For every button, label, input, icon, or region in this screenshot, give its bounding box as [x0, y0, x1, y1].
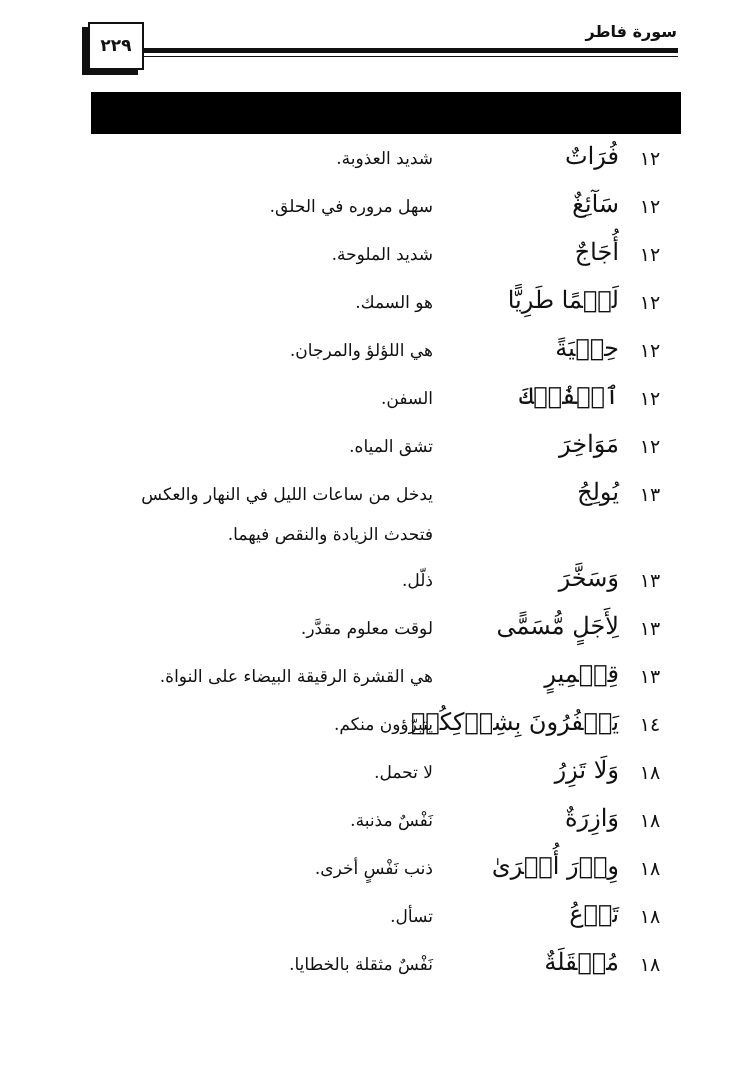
verse-number: ١٢: [639, 340, 661, 362]
quran-word: وِزۡرَ أُخۡرَىٰ: [491, 852, 619, 880]
verse-number: ١٨: [639, 954, 661, 976]
quran-word: يُولِجُ: [577, 478, 619, 506]
header-rule-thin: [144, 56, 678, 57]
word-meaning: تسأل.: [390, 907, 433, 927]
word-meaning: هي اللؤلؤ والمرجان.: [289, 341, 433, 361]
word-meaning: نَفْسٌ مذنبة.: [350, 811, 433, 831]
quran-word: لَحۡمًا طَرِيًّا: [507, 286, 619, 314]
word-meaning: لوقت معلوم مقدَّر.: [300, 619, 433, 639]
verse-number: ١٤: [639, 714, 661, 736]
quran-word: لِأَجَلٍ مُّسَمًّى: [496, 612, 619, 640]
verse-number: ١٢: [639, 388, 661, 410]
verse-number: ١٢: [639, 148, 661, 170]
header-rule-thick: [144, 48, 678, 53]
verse-number: ١٣: [639, 618, 661, 640]
word-meaning: ذنب نَفْسٍ أخرى.: [314, 859, 433, 879]
verse-number: ١٣: [639, 570, 661, 592]
quran-word: حِلۡيَةً: [555, 334, 619, 362]
word-meaning: ذلّل.: [401, 571, 433, 591]
quran-word: مُثۡقَلَةٌ: [544, 948, 619, 976]
verse-number: ١٣: [639, 666, 661, 688]
page-number: ٢٢٩: [88, 22, 144, 70]
section-banner: [91, 92, 681, 134]
verse-number: ١٣: [639, 484, 661, 506]
word-meaning: تشق المياه.: [349, 437, 433, 457]
quran-word: مَوَاخِرَ: [559, 430, 619, 458]
quran-word: ٱلۡفُلۡكَ: [519, 382, 619, 410]
word-meaning: نَفْسٌ مثقلة بالخطايا.: [289, 955, 433, 975]
verse-number: ١٨: [639, 810, 661, 832]
word-meaning: فتحدث الزيادة والنقص فيهما.: [227, 525, 433, 545]
word-meaning: لا تحمل.: [374, 763, 433, 783]
quran-word: تَدۡعُ: [569, 900, 619, 928]
verse-number: ١٢: [639, 436, 661, 458]
surah-title: سورة فاطر: [585, 22, 677, 41]
quran-word: وَسَخَّرَ: [558, 564, 619, 592]
verse-number: ١٢: [639, 292, 661, 314]
verse-number: ١٨: [639, 762, 661, 784]
quran-word: سَآئِغٌ: [572, 190, 619, 218]
word-meaning: هو السمك.: [355, 293, 433, 313]
verse-number: ١٨: [639, 858, 661, 880]
quran-word: أُجَاجٌ: [574, 238, 619, 266]
verse-number: ١٨: [639, 906, 661, 928]
word-meaning: شديد الملوحة.: [331, 245, 433, 265]
quran-word: وَازِرَةٌ: [564, 804, 619, 832]
quran-word: يَكۡفُرُونَ بِشِرۡكِكُمۡ: [410, 708, 619, 736]
word-meaning: السفن.: [380, 389, 433, 409]
verse-number: ١٢: [639, 244, 661, 266]
verse-number: ١٢: [639, 196, 661, 218]
word-meaning: يدخل من ساعات الليل في النهار والعكس: [141, 485, 433, 505]
word-meaning: سهل مروره في الحلق.: [269, 197, 433, 217]
word-meaning: شديد العذوبة.: [336, 149, 433, 169]
quran-word: قِطۡمِيرٍ: [544, 660, 619, 688]
quran-word: فُرَاتٌ: [565, 142, 619, 170]
quran-word: وَلَا تَزِرُ: [554, 756, 619, 784]
word-meaning: هي القشرة الرقيقة البيضاء على النواة.: [159, 667, 433, 687]
word-meaning: يتبرّؤون منكم.: [333, 715, 433, 735]
